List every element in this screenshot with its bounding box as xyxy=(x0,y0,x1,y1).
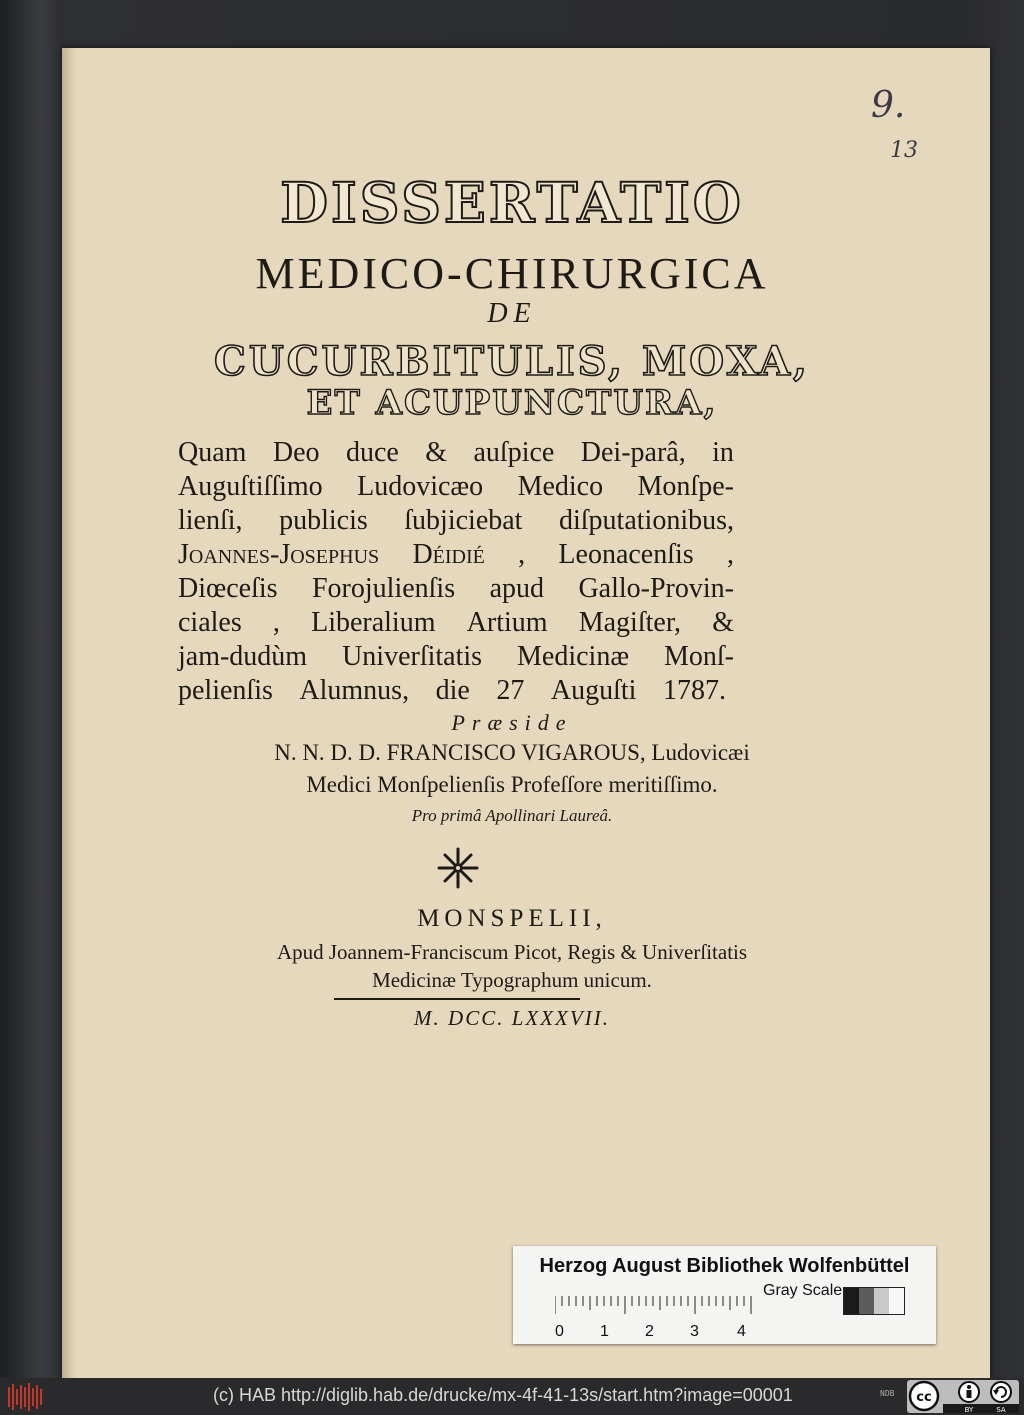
word: & xyxy=(712,607,734,638)
library-name: Herzog August Bibliothek Wolfenbüttel xyxy=(539,1255,910,1277)
hab-barcode-logo-icon xyxy=(6,1381,46,1412)
word: ſubjiciebat xyxy=(404,505,523,536)
title-cucurbitulis: CUCURBITULIS, MOXA, xyxy=(214,338,810,385)
body-line xyxy=(178,675,726,707)
word: Ludovicæo xyxy=(357,471,484,502)
word: , xyxy=(272,607,280,638)
word: 27 xyxy=(496,675,525,706)
scale-number: 1 xyxy=(600,1323,609,1340)
word: & xyxy=(425,437,448,468)
by-icon xyxy=(959,1382,979,1402)
word: auſpice xyxy=(473,437,555,468)
sa-label: SA xyxy=(996,1406,1006,1413)
scale-number: 2 xyxy=(645,1323,654,1340)
by-label: BY xyxy=(964,1406,974,1413)
footer-bar xyxy=(0,1378,1024,1415)
title-de: DE xyxy=(487,298,537,329)
ruler-scale xyxy=(555,1286,755,1340)
body-line xyxy=(178,539,734,571)
word: publicis xyxy=(279,505,368,536)
praeses-line: N. N. D. D. FRANCISCO VIGAROUS, Ludovicæi xyxy=(274,740,750,765)
word: apud xyxy=(489,573,544,604)
gray-patch xyxy=(844,1288,859,1314)
word: Dei-parâ, xyxy=(580,437,686,468)
body-line xyxy=(178,573,734,605)
gray-scale-patches xyxy=(843,1287,905,1315)
scale-number: 0 xyxy=(555,1323,564,1340)
praeses-line: Medici Monſpelienſis Profeſſore meritiſſimo. xyxy=(306,772,718,797)
praeside-heading: Præside xyxy=(451,710,573,735)
copyright-url[interactable]: (c) HAB http://diglib.hab.de/drucke/mx-4f-41-13s/start.htm?image=00001 xyxy=(213,1385,793,1405)
word: die xyxy=(435,675,470,706)
title-acupunctura: ET ACUPUNCTURA, xyxy=(306,383,718,423)
word: duce xyxy=(345,437,399,468)
word: Joannes-Josephus xyxy=(178,539,380,570)
word: , xyxy=(518,539,526,570)
word: Déidié xyxy=(412,539,485,570)
word: Leonacenſis xyxy=(558,539,694,570)
word: Deo xyxy=(272,437,320,468)
word: pelienſis xyxy=(178,675,273,706)
word: Gallo-Provin- xyxy=(578,573,734,604)
word: Auguſti xyxy=(550,675,637,706)
word: Liberalium xyxy=(311,607,436,638)
word: Alumnus, xyxy=(299,675,410,706)
body-line xyxy=(178,437,734,469)
gray-patch xyxy=(889,1288,904,1314)
word: Monſ- xyxy=(663,641,734,672)
license-badge[interactable] xyxy=(907,1380,1019,1413)
svg-text:cc: cc xyxy=(916,1390,932,1405)
degree-line: Pro primâ Apollinari Laureâ. xyxy=(411,806,613,825)
flower-ornament-icon xyxy=(436,846,480,890)
word: Forojulienſis xyxy=(311,573,456,604)
word: Magiſter, xyxy=(578,607,682,638)
word: ciales xyxy=(178,607,242,638)
word: in xyxy=(712,437,734,468)
word: Diœceſis xyxy=(178,573,278,604)
word: Univerſitatis xyxy=(342,641,483,672)
title-medico-chirurgica: MEDICO-CHIRURGICA xyxy=(255,249,769,298)
word: 1787. xyxy=(663,675,726,706)
imprint-city: MONSPELII, xyxy=(417,905,607,932)
gray-patch xyxy=(874,1288,889,1314)
handwritten-shelf-mark: 9. xyxy=(871,85,906,126)
handwritten-number: 13 xyxy=(890,138,918,163)
word: Monſpe- xyxy=(637,471,734,502)
cc-icon xyxy=(910,1382,938,1410)
word: lienſi, xyxy=(178,505,243,536)
title-dissertatio: DISSERTATIO xyxy=(280,170,744,235)
word: Artium xyxy=(466,607,548,638)
word: Auguſtiſſimo xyxy=(178,471,323,502)
library-color-card xyxy=(513,1246,936,1344)
word: Medicinæ xyxy=(517,641,630,672)
imprint-printer: Apud Joannem-Franciscum Picot, Regis & Univerſitatis xyxy=(276,940,748,964)
word: Quam xyxy=(178,437,247,468)
body-line xyxy=(178,471,734,503)
gray-patch xyxy=(859,1288,874,1314)
scale-number: 4 xyxy=(737,1323,746,1340)
sa-icon xyxy=(991,1382,1011,1402)
imprint-date: M. DCC. LXXXVII. xyxy=(414,1006,610,1030)
word: diſputationibus, xyxy=(559,505,734,536)
body-line xyxy=(178,607,734,639)
scale-number: 3 xyxy=(690,1323,699,1340)
divider-rule xyxy=(334,998,580,1000)
body-line xyxy=(178,505,734,537)
word: jam-dudùm xyxy=(178,641,308,672)
footer-small-mark: NDB xyxy=(880,1389,895,1398)
word: Medico xyxy=(517,471,604,502)
imprint-printer-role: Medicinæ Typographum unicum. xyxy=(372,968,652,992)
gray-scale-label: Gray Scale xyxy=(763,1282,843,1299)
word: , xyxy=(726,539,734,570)
body-line xyxy=(178,641,734,673)
